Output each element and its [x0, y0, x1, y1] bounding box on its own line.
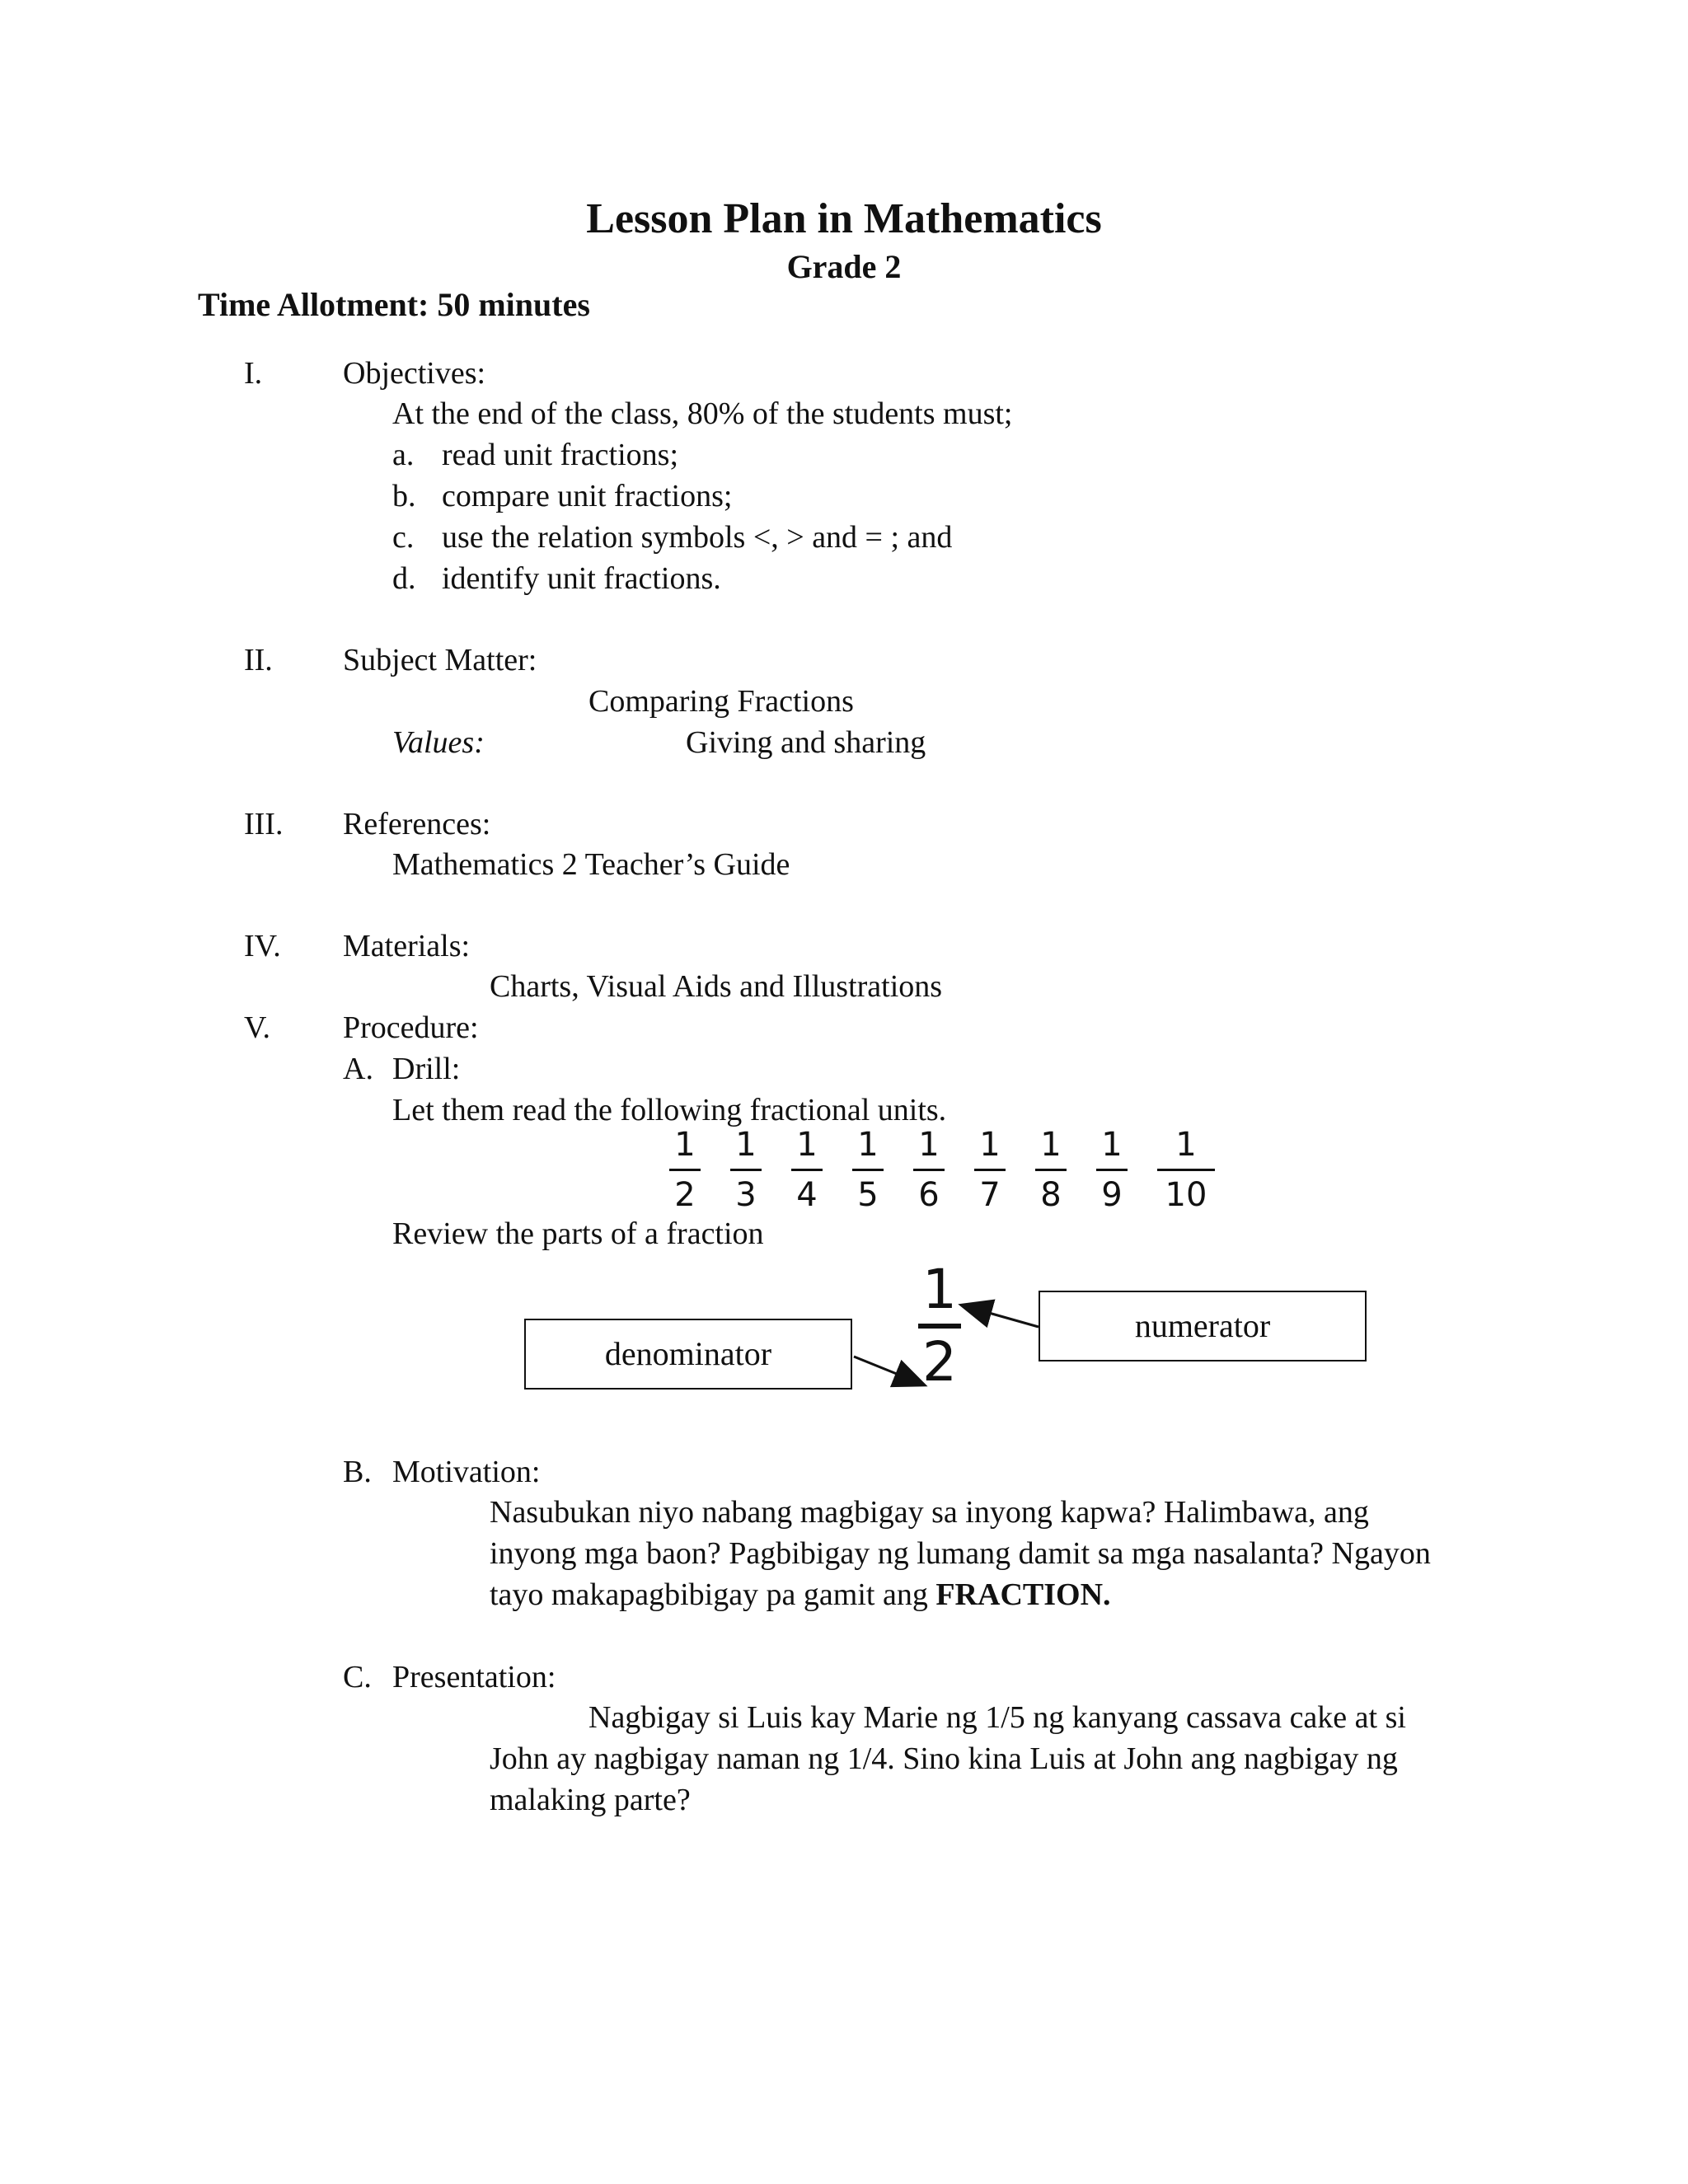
objective-marker: b.: [392, 479, 416, 513]
fraction-numerator: 1: [1101, 1126, 1123, 1164]
numerator-arrow: [963, 1305, 1039, 1327]
motivation-body: Nasubukan niyo nabang magbigay sa inyong kapwa? Halimbawa, ang inyong mga baon? Pagbibigay ng lumang damit sa mga nasalanta? Ngayon tayo makapagbibigay pa gamit ang: [490, 1495, 1431, 1612]
example-denominator: 2: [922, 1330, 957, 1394]
section-numeral-references: III.: [244, 807, 284, 841]
motivation-emphasis: FRACTION.: [935, 1577, 1111, 1612]
objective-item: compare unit fractions;: [442, 479, 733, 513]
subject-topic: Comparing Fractions: [588, 684, 854, 719]
denominator-arrow: [854, 1357, 923, 1385]
fraction-numerator: 1: [796, 1126, 818, 1164]
values-text: Giving and sharing: [686, 725, 926, 760]
page-title: Lesson Plan in Mathematics: [586, 195, 1102, 242]
denominator-label: denominator: [604, 1335, 772, 1372]
review-text: Review the parts of a fraction: [392, 1216, 764, 1251]
fraction-denominator: 8: [1040, 1176, 1062, 1214]
fraction-denominator: 6: [918, 1176, 940, 1214]
fraction-numerator: 1: [1040, 1126, 1062, 1164]
references-heading: References:: [343, 807, 491, 841]
values-label: Values:: [392, 725, 485, 760]
procedure-heading: Procedure:: [343, 1010, 479, 1045]
drill-heading: Drill:: [392, 1052, 461, 1086]
fraction-numerator: 1: [918, 1126, 940, 1164]
fraction-denominator: 7: [979, 1176, 1001, 1214]
grade-subtitle: Grade 2: [786, 248, 902, 285]
fraction-numerator: 1: [735, 1126, 757, 1164]
section-numeral-objectives: I.: [244, 356, 263, 391]
materials-heading: Materials:: [343, 929, 471, 963]
objective-item: read unit fractions;: [442, 438, 679, 472]
fraction-denominator: 3: [735, 1176, 757, 1214]
example-numerator: 1: [922, 1258, 957, 1321]
presentation-heading: Presentation:: [392, 1660, 556, 1694]
fraction-numerator: 1: [674, 1126, 696, 1164]
fraction-denominator: 5: [857, 1176, 879, 1214]
fraction-numerator: 1: [1175, 1126, 1197, 1164]
drill-instruction: Let them read the following fractional units.: [392, 1093, 947, 1127]
objectives-heading: Objectives:: [343, 356, 486, 391]
fraction-denominator: 9: [1101, 1176, 1123, 1214]
objective-marker: d.: [392, 561, 416, 596]
fraction-numerator: 1: [857, 1126, 879, 1164]
motivation-text: [490, 1492, 1437, 1615]
subject-matter-heading: Subject Matter:: [343, 643, 537, 677]
numerator-label: numerator: [1134, 1307, 1271, 1344]
objective-marker: c.: [392, 520, 415, 555]
objectives-intro: At the end of the class, 80% of the students must;: [392, 396, 1013, 431]
fraction-denominator: 4: [796, 1176, 818, 1214]
presentation-text: Nagbigay si Luis kay Marie ng 1/5 ng kanyang cassava cake at si John ay nagbigay naman ng 1/4. Sino kina Luis at John ang nagbigay ng malaking parte?: [490, 1700, 1406, 1817]
drill-marker: A.: [343, 1052, 373, 1086]
section-numeral-procedure: V.: [244, 1010, 271, 1045]
materials-text: Charts, Visual Aids and Illustrations: [490, 969, 943, 1004]
objective-item: use the relation symbols <, > and = ; and: [442, 520, 953, 555]
motivation-heading: Motivation:: [392, 1455, 541, 1489]
time-allotment: Time Allotment: 50 minutes: [198, 286, 590, 323]
section-numeral-subject: II.: [244, 643, 273, 677]
objective-item: identify unit fractions.: [442, 561, 721, 596]
section-numeral-materials: IV.: [244, 929, 281, 963]
fraction-denominator: 10: [1165, 1176, 1207, 1214]
fraction-denominator: 2: [674, 1176, 696, 1214]
motivation-marker: B.: [343, 1455, 372, 1489]
fraction-numerator: 1: [979, 1126, 1001, 1164]
objective-marker: a.: [392, 438, 415, 472]
references-text: Mathematics 2 Teacher’s Guide: [392, 847, 790, 882]
presentation-marker: C.: [343, 1660, 372, 1694]
